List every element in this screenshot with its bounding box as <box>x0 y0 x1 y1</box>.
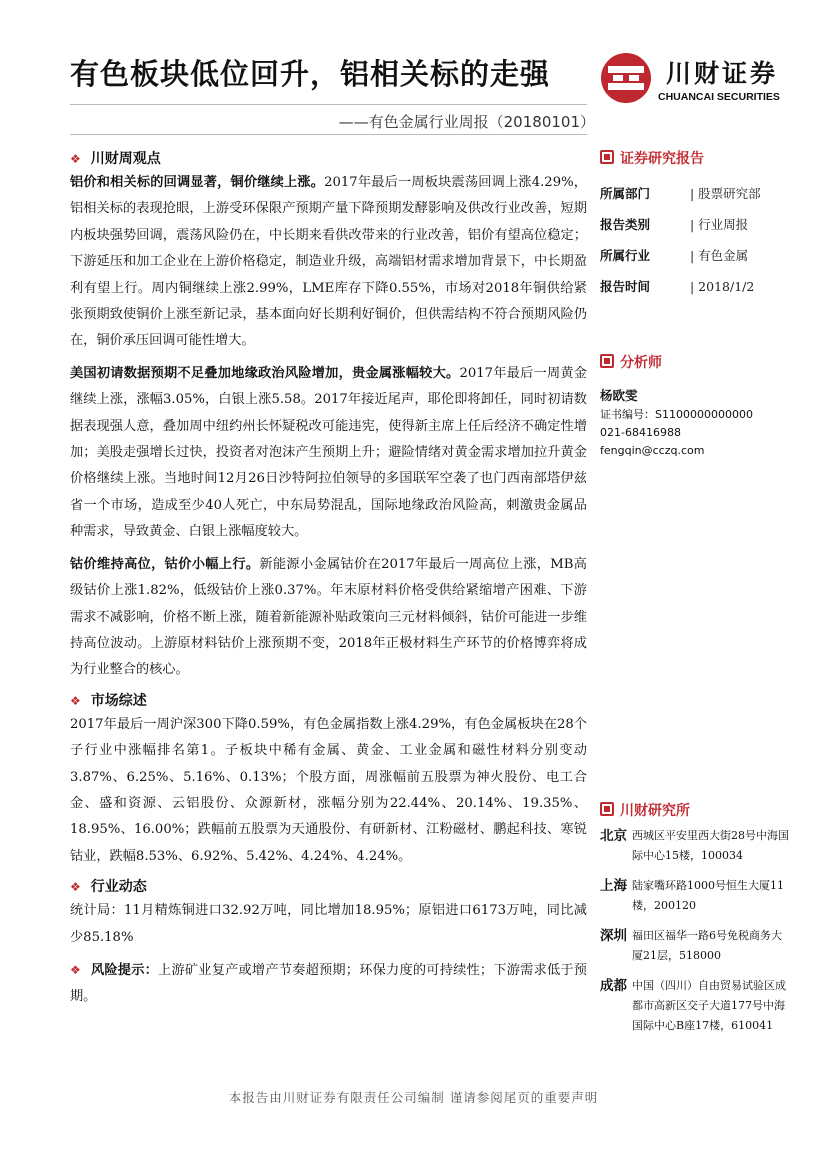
analyst-heading: 分析师 <box>600 352 800 374</box>
brand-name-cn: 川财证券 <box>666 59 779 88</box>
header-divider <box>70 104 587 105</box>
diamond-bullet-icon: ❖ <box>70 693 81 708</box>
office-item: 深圳 福田区福华一路6号免税商务大厦21层，518000 <box>600 928 782 962</box>
analyst-email[interactable]: fengqin@cczq.com <box>600 444 705 457</box>
brand-name-en: CHUANCAI SECURITIES <box>658 91 780 103</box>
meta-row: 所属部门 | 股票研究部 <box>600 186 761 201</box>
diamond-bullet-icon: ❖ <box>70 962 81 977</box>
brand-logo <box>600 52 800 112</box>
analyst-cert: 证书编号：S1100000000000 <box>600 408 753 421</box>
institute-heading: 川财研究所 <box>600 800 690 822</box>
analyst-name: 杨欧雯 <box>600 388 638 403</box>
diamond-bullet-icon: ❖ <box>70 152 81 166</box>
report-heading: 证券研究报告 <box>600 148 800 170</box>
report-box-icon <box>600 150 614 164</box>
viewpoint-paragraph: 美国初请数据预期不足叠加地缘政治风险增加，贵金属涨幅较大。2017年最后一周黄金继续上涨，涨幅3.05%，白银上涨5.58。2017年接近尾声，耶伦即将卸任，同时初请数据表现强人意，叠加周中纽约州长怀疑税改可能违宪，使得新主席上任后经济不确定性增加；美股走强增长过快，投资者对泡沫产生预期上升；避险情绪对黄金需求增加拉升黄金价格继续上涨。当地时间12月26日沙特阿拉伯领导的多国联军空袭了也门西南部塔伊兹省一个市场，造成至少40人死亡，中东局势混乱，国际地缘政治风险高，刺激贵金属品种需求，导致黄金、白银上涨幅度较大。 <box>70 365 587 540</box>
page-title: 有色板块低位回升，铝相关标的走强 <box>70 57 551 91</box>
viewpoint-paragraph: 钴价维持高位，钴价小幅上行。新能源小金属钴价在2017年最后一周高位上涨，MB高级钴价上涨1.82%，低级钴价上涨0.37%。年末原材料价格受供给紧缩增产困难、下游需求不减影响，价格不断上涨，随着新能源补贴政策向三元材料倾斜，钴价可能进一步维持高位波动。上游原材料钴价上涨预期不变，2018年正极材料生产环节的价格博弈将成为行业整合的核心。 <box>70 556 587 678</box>
section-heading-market: ❖ 市场综述 <box>70 692 147 709</box>
analyst-phone: 021-68416988 <box>600 426 681 439</box>
main-column <box>70 148 587 1017</box>
office-item: 成都 中国（四川）自由贸易试验区成都市高新区交子大道177号中海国际中心B座17楼，610041 <box>600 978 786 1032</box>
institute-box-icon <box>600 802 614 816</box>
section-heading-viewpoint: ❖ 川财周观点 <box>70 151 161 167</box>
brand-emblem-icon <box>600 52 652 104</box>
report-meta <box>600 178 800 302</box>
industry-paragraph: 统计局：11月精炼铜进口32.92万吨，同比增加18.95%；原铝进口6173万吨，同比减少85.18% <box>70 903 587 945</box>
meta-row: 报告时间 | 2018/1/2 <box>600 279 755 294</box>
meta-row: 所属行业 | 有色金属 <box>600 248 749 263</box>
office-item: 上海 陆家嘴环路1000号恒生大厦11楼，200120 <box>600 878 784 912</box>
analyst-box-icon <box>600 354 614 368</box>
sidebar <box>600 148 800 1032</box>
viewpoint-paragraph: 铝价和相关标的回调显著，铜价继续上涨。2017年最后一周板块震荡回调上涨4.29%，铝相关标的表现抢眼，上游受环保限产预期产量下降预期发酵影响及供改行业改善，短期内板块强势回调，震荡风险仍在，中长期来看供改带来的行业改善，铝价有望高位稳定；下游延压和加工企业在上游价格稳定，制造业升级，高端铝材需求增加背景下，中长期盈利有望上行。周内铜继续上涨2.99%，LME库存下降0.55%，市场对2018年铜供给紧张预期致使铜价上涨至新记录，基本面向好长期利好铜价，但供需结构不符合预期风险仍在，铜价承压回调可能性增大。 <box>70 175 587 349</box>
office-list <box>600 826 800 1046</box>
footer-disclaimer: 本报告由川财证券有限责任公司编制 谨请参阅尾页的重要声明 <box>228 1090 599 1105</box>
section-heading-industry: ❖ 行业动态 <box>70 879 147 896</box>
header-divider-lower <box>70 134 587 135</box>
market-paragraph: 2017年最后一周沪深300下降0.59%，有色金属指数上涨4.29%，有色金属板块在28个子行业中涨幅排名第1。子板块中稀有金属、黄金、工业金属和磁性材料分别变动3.87%、6.25%、5.16%、0.13%；个股方面，周涨幅前五股票为神火股份、电工合金、盛和资源、云铝股份、众源新材，涨幅分别为22.44%、20.14%、19.35%、18.95%、16.00%；跌幅前五股票为天通股份、有研新材、江粉磁材、鹏起科技、寒锐钴业，跌幅8.53%、6.92%、5.42%、4.24%、4.24%。 <box>70 716 587 864</box>
diamond-bullet-icon: ❖ <box>70 880 81 895</box>
meta-row: 报告类别 | 行业周报 <box>600 217 749 232</box>
page-subtitle: ——有色金属行业周报（20180101） <box>338 113 595 131</box>
risk-paragraph: ❖ 风险提示：上游矿业复产或增产节奏超预期；环保力度的可持续性；下游需求低于预期。 <box>70 962 587 1005</box>
office-item: 北京 西城区平安里西大街28号中海国际中心15楼，100034 <box>600 828 789 862</box>
